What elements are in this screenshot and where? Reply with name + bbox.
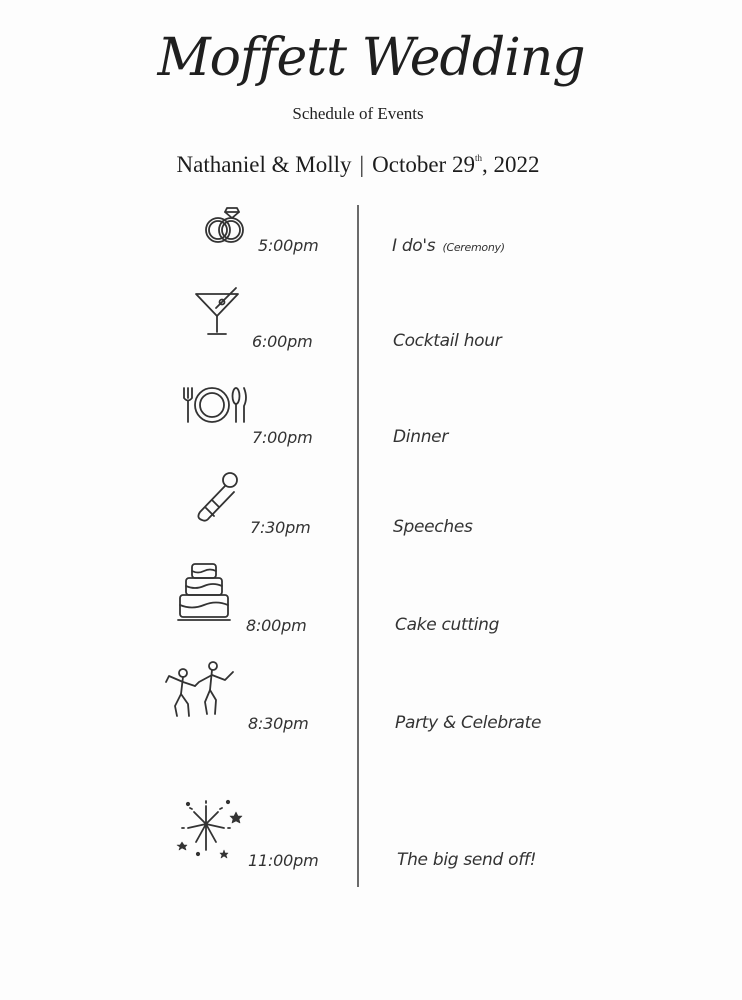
- microphone-icon: [192, 470, 244, 526]
- cocktail-icon: [192, 286, 244, 338]
- event-time: 7:00pm: [252, 428, 313, 447]
- couple-date-separator: |: [359, 152, 365, 177]
- wedding-date-suffix: th: [474, 153, 482, 163]
- couple-names: Nathaniel & Molly: [176, 152, 352, 177]
- event-label: Party & Celebrate: [395, 713, 542, 733]
- rings-icon: [200, 204, 252, 246]
- event-time: 5:00pm: [258, 236, 319, 255]
- event-time: 6:00pm: [252, 332, 313, 351]
- event-time: 7:30pm: [250, 518, 311, 537]
- dancers-icon: [163, 660, 237, 720]
- event-label: Speeches: [393, 517, 473, 537]
- place-setting-icon: [178, 384, 250, 428]
- event-note: (Ceremony): [442, 241, 505, 254]
- page-subtitle: Schedule of Events: [292, 104, 424, 123]
- event-label: [392, 236, 505, 256]
- page-title: Moffett Wedding: [157, 28, 585, 88]
- fireworks-icon: [176, 798, 244, 860]
- wedding-date: October 29: [372, 152, 475, 177]
- event-label-text: I do's: [392, 236, 436, 256]
- timeline-divider: [357, 205, 359, 887]
- couple-date-line: [0, 152, 716, 178]
- event-label: Dinner: [393, 427, 449, 447]
- event-time: 11:00pm: [248, 851, 319, 870]
- event-time: 8:30pm: [248, 714, 309, 733]
- event-label: Cocktail hour: [393, 331, 502, 351]
- cake-icon: [176, 560, 232, 626]
- event-label: Cake cutting: [395, 615, 500, 635]
- wedding-year: , 2022: [481, 152, 540, 177]
- event-time: 8:00pm: [246, 616, 307, 635]
- event-label: The big send off!: [397, 850, 537, 870]
